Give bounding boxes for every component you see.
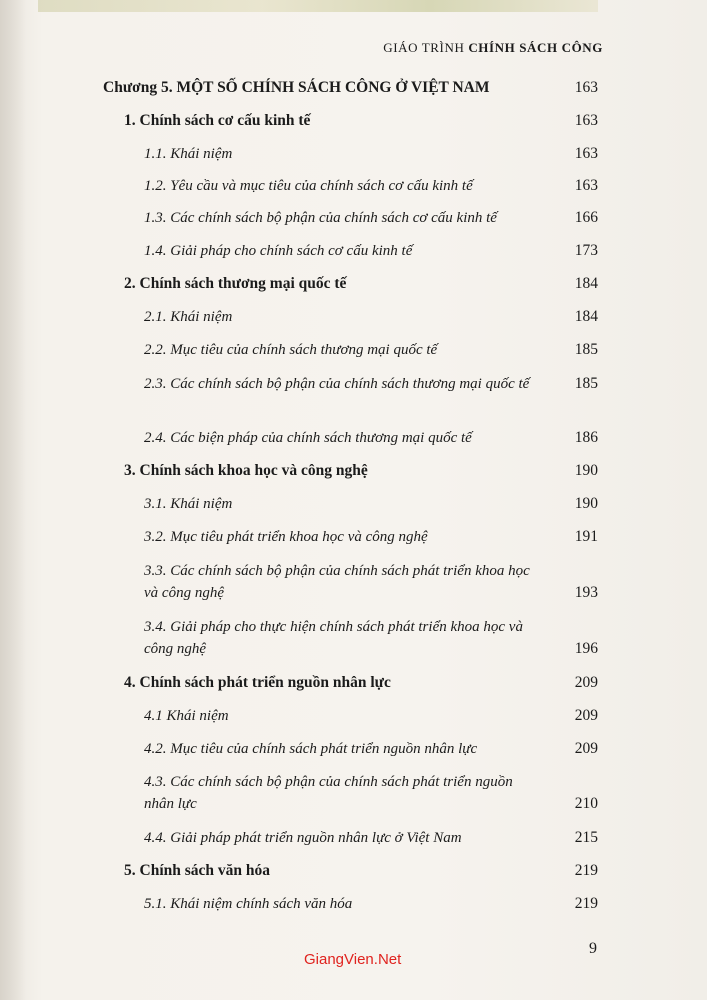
toc-entry-page: 210 <box>574 795 598 812</box>
toc-entry-page: 163 <box>574 177 598 194</box>
toc-entry-title: 5.1. Khái niệm chính sách văn hóa <box>144 896 353 912</box>
toc-entry-page: 173 <box>574 242 598 259</box>
toc-entry-page: 163 <box>574 79 598 96</box>
toc-entry-title: 2.3. Các chính sách bộ phận của chính sách thương mại quốc tế <box>144 376 530 392</box>
toc-subsection <box>144 738 598 760</box>
toc-entry-page: 215 <box>574 829 598 846</box>
toc-entry-page: 219 <box>574 895 598 912</box>
toc-entry-title: 1.4. Giải pháp cho chính sách cơ cấu kinh tế <box>144 243 413 259</box>
toc-entry-title: 3.4. Giải pháp cho thực hiện chính sách phát triển khoa học và công nghệ <box>144 619 523 657</box>
toc-subsection <box>144 175 598 197</box>
toc-subsection <box>144 771 598 815</box>
toc-subsection <box>144 207 598 229</box>
toc-entry-title: 3. Chính sách khoa học và công nghệ <box>124 462 368 479</box>
toc-section <box>124 110 598 132</box>
toc-subsection <box>144 616 598 660</box>
toc-entry-page: 190 <box>574 462 598 479</box>
toc-entry-title: 2.4. Các biện pháp của chính sách thương mại quốc tế <box>144 430 472 446</box>
toc-subsection <box>144 893 598 915</box>
toc-entry-title: 2.2. Mục tiêu của chính sách thương mại quốc tế <box>144 342 438 358</box>
toc-entry-title: 4.3. Các chính sách bộ phận của chính sách phát triển nguồn nhân lực <box>144 774 513 812</box>
running-header-title: CHÍNH SÁCH CÔNG <box>468 40 603 55</box>
page-binding-shadow <box>0 0 26 1000</box>
toc-entry-page: 163 <box>574 112 598 129</box>
toc-entry-page: 185 <box>574 375 598 392</box>
toc-entry-title: 4.4. Giải pháp phát triển nguồn nhân lực ở Việt Nam <box>144 830 462 846</box>
toc-subsection <box>144 827 598 849</box>
toc-entry-page: 191 <box>574 528 598 545</box>
toc-entry-title: 3.3. Các chính sách bộ phận của chính sách phát triển khoa học và công nghệ <box>144 563 530 601</box>
toc-section <box>124 860 598 882</box>
toc-entry-title: 2. Chính sách thương mại quốc tế <box>124 275 347 292</box>
toc-entry-title: 5. Chính sách văn hóa <box>124 862 271 879</box>
running-header-prefix: GIÁO TRÌNH <box>383 40 465 55</box>
toc-entry-title: 1.2. Yêu cầu và mục tiêu của chính sách cơ cấu kinh tế <box>144 178 473 194</box>
toc-entry-page: 209 <box>574 674 598 691</box>
toc-entry-title: 1.3. Các chính sách bộ phận của chính sách cơ cấu kinh tế <box>144 210 497 226</box>
toc-section <box>124 672 598 694</box>
toc-entry-page: 163 <box>574 145 598 162</box>
toc-entry-page: 196 <box>574 640 598 657</box>
toc-entry-title: 1. Chính sách cơ cấu kinh tế <box>124 112 311 129</box>
toc-chapter <box>103 77 598 99</box>
toc-subsection <box>144 427 598 449</box>
toc-entry-page: 185 <box>574 341 598 358</box>
toc-entry-page: 209 <box>574 740 598 757</box>
toc-entry-title: 3.2. Mục tiêu phát triển khoa học và công nghệ <box>144 529 428 545</box>
toc-entry-page: 184 <box>574 308 598 325</box>
toc-entry-title: 4.1 Khái niệm <box>144 708 229 724</box>
toc-entry-title: 4.2. Mục tiêu của chính sách phát triển nguồn nhân lực <box>144 741 478 757</box>
toc-entry-page: 209 <box>574 707 598 724</box>
toc-subsection <box>144 143 598 165</box>
toc-entry-title: 3.1. Khái niệm <box>144 496 233 512</box>
toc-subsection <box>144 306 598 328</box>
page-number: 9 <box>589 940 597 957</box>
toc-entry-title: 4. Chính sách phát triển nguồn nhân lực <box>124 674 391 691</box>
toc-entry-title: 2.1. Khái niệm <box>144 309 233 325</box>
toc-entry-page: 184 <box>574 275 598 292</box>
toc-subsection <box>144 493 598 515</box>
toc-section <box>124 460 598 482</box>
toc-subsection <box>144 240 598 262</box>
running-header <box>383 40 603 56</box>
toc-subsection <box>144 526 598 548</box>
toc-entry-title: Chương 5. MỘT SỐ CHÍNH SÁCH CÔNG Ở VIỆT NAM <box>103 79 490 96</box>
toc-entry-title: 1.1. Khái niệm <box>144 146 233 162</box>
toc-entry-page: 193 <box>574 584 598 601</box>
toc-subsection <box>144 373 598 395</box>
toc-entry-page: 186 <box>574 429 598 446</box>
toc-entry-page: 219 <box>574 862 598 879</box>
toc-subsection <box>144 705 598 727</box>
toc-section <box>124 273 598 295</box>
toc-subsection <box>144 339 598 361</box>
toc-entry-page: 166 <box>574 209 598 226</box>
toc-entry-page: 190 <box>574 495 598 512</box>
toc-subsection <box>144 560 598 604</box>
watermark-text: GiangVien.Net <box>304 951 402 968</box>
top-edge-strip <box>38 0 598 12</box>
